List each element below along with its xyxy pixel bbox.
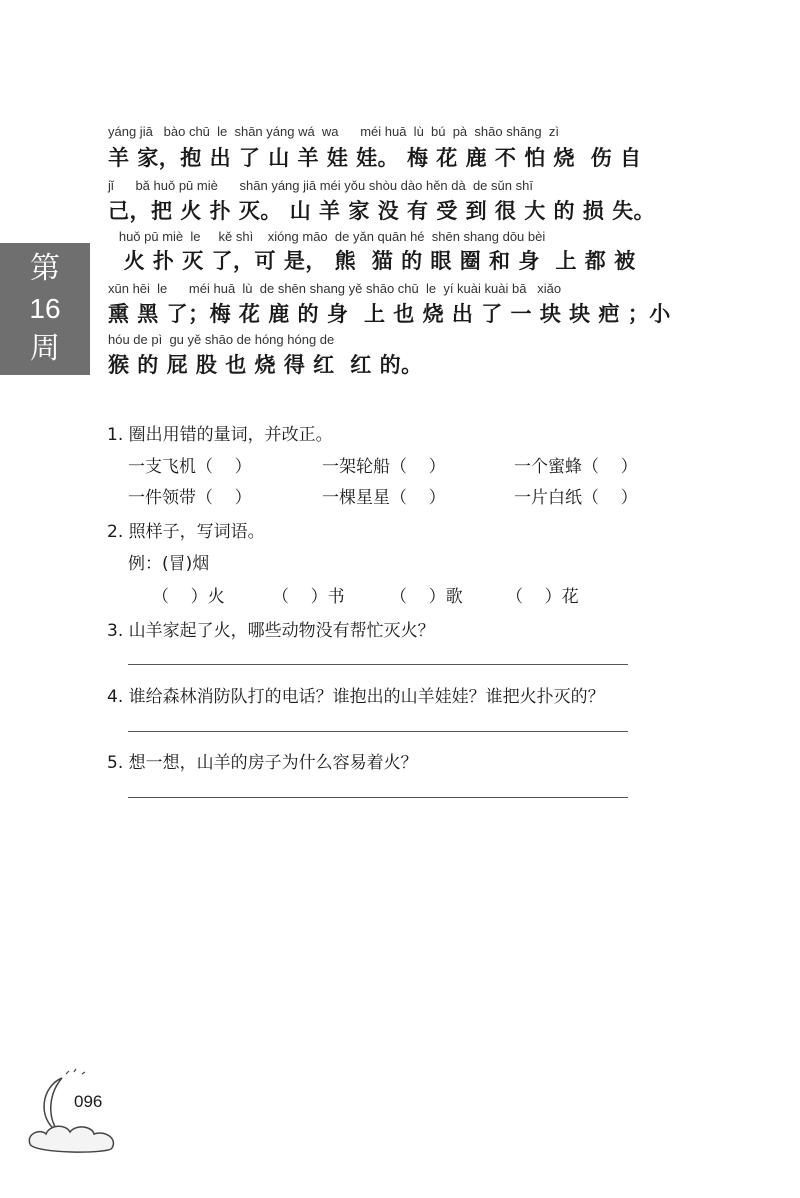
question-4: 4. 谁给森林消防队打的电话？谁抱出的山羊娃娃？谁把火扑灭的？	[107, 687, 605, 707]
q1-item: 一片白纸（ ）	[514, 488, 638, 508]
week-tab-number: 16	[29, 293, 61, 324]
q1-item: 一个蜜蜂（ ）	[514, 457, 638, 477]
question-1: 1. 圈出用错的量词，并改正。	[107, 425, 333, 445]
story-line-1: 羊 家，抱 出 了 山 羊 娃 娃。 梅 花 鹿 不 怕 烧 伤 自	[108, 146, 642, 170]
week-tab-char1: 第	[30, 251, 60, 286]
moon-cloud-icon	[22, 1068, 132, 1158]
question-5: 5. 想一想，山羊的房子为什么容易着火？	[107, 753, 418, 773]
week-tab-char2: 周	[30, 331, 60, 366]
story-pinyin-5: hóu de pì gu yě shāo de hóng hóng de	[108, 332, 335, 347]
week-tab	[0, 243, 90, 375]
story-pinyin-4: xūn hēi le méi huā lù de shēn shang yě shāo chū le yí kuài kuài bā xiǎo	[108, 281, 562, 296]
q2-example: 例：(冒)烟	[128, 554, 210, 574]
story-line-2: 己，把 火 扑 灭。 山 羊 家 没 有 受 到 很 大 的 损 失。	[108, 199, 656, 223]
story-line-5: 猴 的 屁 股 也 烧 得 红 红 的。	[108, 353, 423, 377]
story-pinyin-3: huǒ pū miè le kě shì xióng māo de yǎn quān hé shēn shang dōu bèi	[108, 229, 546, 244]
question-3: 3. 山羊家起了火，哪些动物没有帮忙灭火？	[107, 621, 435, 641]
page-number: 096	[74, 1092, 103, 1111]
story-line-4: 熏 黑 了；梅 花 鹿 的 身 上 也 烧 出 了 一 块 块 疤 ；小	[108, 302, 671, 326]
q1-item: 一件领带（ ）	[128, 488, 252, 508]
q2-item: （ ）花	[506, 587, 579, 607]
answer-line-4[interactable]	[128, 731, 628, 732]
answer-line-3[interactable]	[128, 664, 628, 665]
q2-item: （ ）书	[272, 587, 345, 607]
story-pinyin-2: jǐ bǎ huǒ pū miè shān yáng jiā méi yǒu shòu dào hěn dà de sǔn shī	[108, 178, 533, 193]
q1-item: 一棵星星（ ）	[322, 488, 446, 508]
question-2: 2. 照样子，写词语。	[107, 522, 265, 542]
story-pinyin-1: yáng jiā bào chū le shān yáng wá wa méi huā lù bú pà shāo shāng zì	[108, 124, 559, 139]
q2-item: （ ）歌	[390, 587, 463, 607]
q1-item: 一支飞机（ ）	[128, 457, 252, 477]
story-line-3: 火 扑 灭 了，可 是， 熊 猫 的 眼 圈 和 身 上 都 被	[108, 249, 636, 273]
q1-item: 一架轮船（ ）	[322, 457, 446, 477]
q2-item: （ ）火	[152, 587, 225, 607]
answer-line-5[interactable]	[128, 797, 628, 798]
